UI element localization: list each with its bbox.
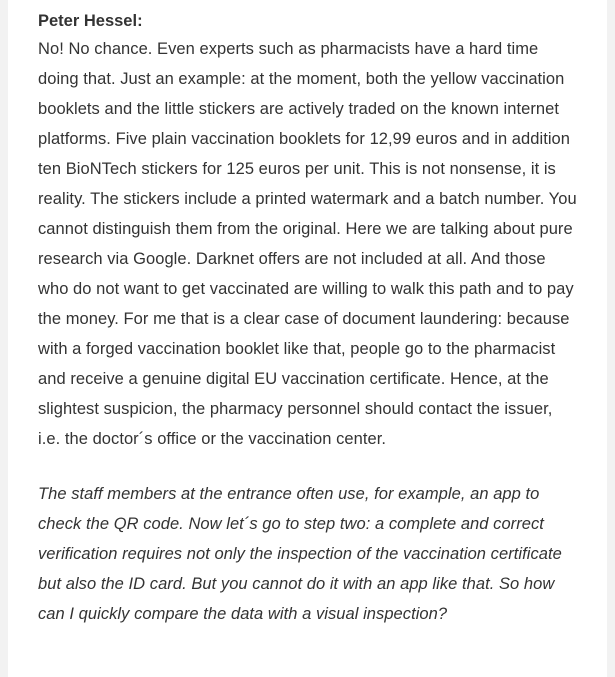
interview-question: The staff members at the entrance often use, for example, an app to check the QR code. Now let´s go to step two: a complete and correct verification requires not only the inspection of the vaccination certificate but also the ID card. But you cannot do it with an app like that. So how can I quickly compare the data with a visual inspection? (38, 485, 562, 623)
interview-article (8, 0, 607, 677)
speaker-name: Peter Hessel: (38, 12, 143, 30)
interview-answer: No! No chance. Even experts such as pharmacists have a hard time doing that. Just an example: at the moment, both the yellow vaccination booklets and the little stickers are actively traded on the known internet platforms. Five plain vaccination booklets for 12,99 euros and in addition ten BioNTech stickers for 125 euros per unit. This is not nonsense, it is reality. The stickers include a printed watermark and a batch number. You cannot distinguish them from the original. Here we are talking about pure research via Google. Darknet offers are not included at all. And those who do not want to get vaccinated are willing to walk this path and to pay the money. For me that is a clear case of document laundering: because with a forged vaccination booklet like that, people go to the pharmacist and receive a genuine digital EU vaccination certificate. Hence, at the slightest suspicion, the pharmacy personnel should contact the issuer, i.e. the doctor´s office or the vaccination center. (38, 40, 577, 448)
